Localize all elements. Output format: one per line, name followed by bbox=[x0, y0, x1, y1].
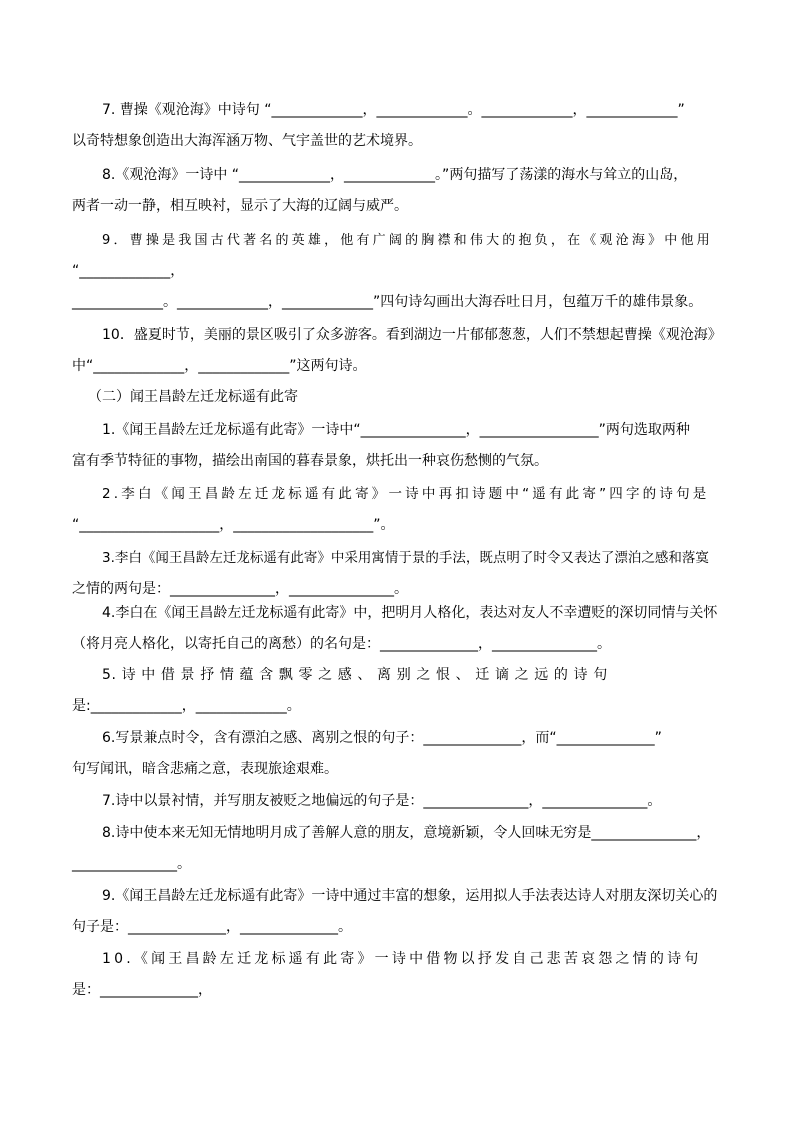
question-text: 以奇特想象创造出大海浑涵万物、气宇盖世的艺术境界。 bbox=[72, 133, 422, 149]
question-s2-q6 bbox=[72, 723, 724, 785]
question-text: “____________________，____________________”。 bbox=[72, 517, 395, 533]
question-text: 3.李白《闻王昌龄左迁龙标遥有此寄》中采用寓情于景的手法，既点明了时令又表达了漂泊之感和落寞 bbox=[102, 550, 709, 566]
question-text: 5. 诗 中 借 景 抒 情 蕴 含 飘 零 之 感 、 离 别 之 恨 、 迁 谪 之 远 的 诗 句 bbox=[102, 667, 608, 683]
question-s2-q3 bbox=[72, 543, 724, 605]
question-text: 4.李白在《闻王昌龄左迁龙标遥有此寄》中，把明月人格化，表达对友人不幸遭贬的深切同情与关怀 bbox=[102, 605, 718, 621]
question-text: 是：______________， bbox=[72, 982, 212, 998]
question-s2-q8 bbox=[72, 818, 724, 880]
question-s1-q9 bbox=[72, 225, 724, 318]
question-text: 9.《闻王昌龄左迁龙标遥有此寄》一诗中通过丰富的想象，运用拟人手法表达诗人对朋友深切关心的 bbox=[102, 888, 718, 904]
question-text: 1.《闻王昌龄左迁龙标遥有此寄》一诗中“_______________，_________________”两句选取两种 bbox=[102, 422, 690, 438]
question-s2-q4 bbox=[72, 598, 724, 660]
question-s2-q1 bbox=[72, 415, 724, 477]
question-text: 8.《观沧海》一诗中 “_____________，_____________。”两句描写了荡漾的海水与耸立的山岛， bbox=[102, 167, 688, 183]
question-text: 中“_____________，_____________”这两句诗。 bbox=[72, 358, 367, 374]
question-s1-q7 bbox=[72, 95, 724, 157]
question-text: 富有季节特征的事物，描绘出南国的暮春景象，烘托出一种哀伤愁恻的气氛。 bbox=[72, 453, 548, 469]
question-text: _____________。_____________，_____________”四句诗勾画出大海吞吐日月，包蕴万千的雄伟景象。 bbox=[72, 294, 703, 310]
question-text: 8.诗中使本来无知无情地明月成了善解人意的朋友，意境新颖，令人回味无穷是_______________， bbox=[102, 825, 711, 841]
question-s2-q5 bbox=[72, 660, 724, 722]
question-text: 句子是：______________，______________。 bbox=[72, 919, 352, 935]
question-text: _______________。 bbox=[72, 856, 191, 872]
question-text: 7.诗中以景衬情，并写朋友被贬之地偏远的句子是：_______________，_______________。 bbox=[102, 793, 662, 809]
question-s1-q8 bbox=[72, 160, 724, 222]
question-s2-q9 bbox=[72, 881, 724, 943]
question-text: 2.李白《闻王昌龄左迁龙标遥有此寄》一诗中再扣诗题中“遥有此寄”四字的诗句是 bbox=[102, 486, 710, 502]
question-text: 10．盛夏时节，美丽的景区吸引了众多游客。看到湖边一片郁郁葱葱，人们不禁想起曹操《观沧海》 bbox=[102, 327, 722, 343]
question-text: “_____________， bbox=[72, 263, 185, 279]
question-text: 6.写景兼点时令，含有漂泊之感、离别之恨的句子：______________，而“______________” bbox=[102, 730, 662, 746]
question-text: 句写闻讯，暗含悲痛之意，表现旅途艰难。 bbox=[72, 761, 338, 777]
question-text: 9．曹操是我国古代著名的英雄，他有广阔的胸襟和伟大的抱负，在《观沧海》中他用 bbox=[102, 233, 713, 248]
question-text: 10.《闻王昌龄左迁龙标遥有此寄》一诗中借物以抒发自己悲苦哀怨之情的诗句 bbox=[102, 951, 702, 967]
question-text: （将月亮人格化，以寄托自己的离愁）的名句是：______________，_______________。 bbox=[72, 636, 611, 652]
question-s2-q10 bbox=[72, 944, 724, 1006]
question-s1-q10 bbox=[72, 320, 724, 382]
section-heading: （二）闻王昌龄左迁龙标遥有此寄 bbox=[88, 389, 298, 405]
question-text: 之情的两句是：_______________，_______________。 bbox=[72, 581, 408, 597]
question-text: 7. 曹操《观沧海》中诗句 “_____________，_____________。_____________，_____________” bbox=[102, 102, 685, 118]
question-s2-q7 bbox=[72, 786, 724, 817]
question-text: 是:_____________，_____________。 bbox=[72, 698, 301, 714]
question-s2-q2 bbox=[72, 479, 724, 541]
question-text: 两者一动一静，相互映衬，显示了大海的辽阔与威严。 bbox=[72, 198, 408, 214]
